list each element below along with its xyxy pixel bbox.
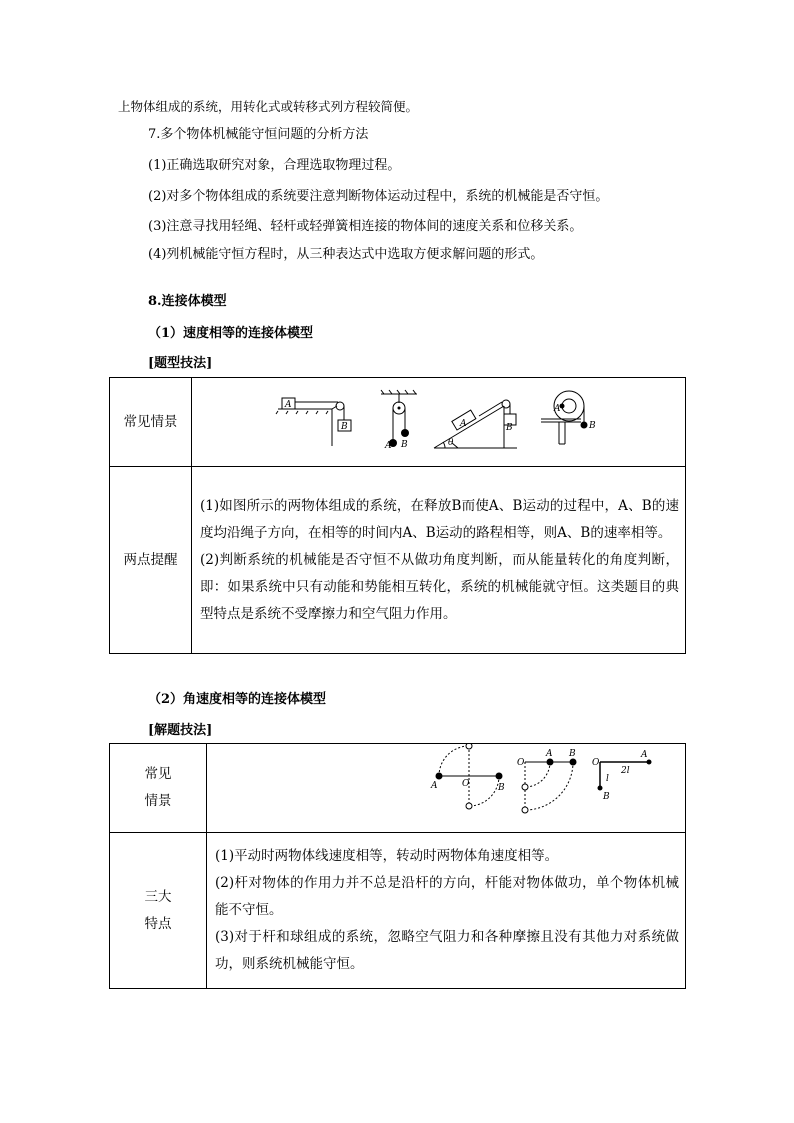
row-label-features-line1: 三大 (144, 888, 172, 905)
svg-text:O: O (517, 758, 525, 768)
figure-rod-systems (207, 744, 686, 833)
svg-text:B: B (589, 421, 596, 431)
reminder-item-2: (2)判断系统的机械能是否守恒不从做功角度判断，而从能量转化的角度判断，即：如果系统中只有动能和势能相互转化，系统的机械能就守恒。这类题目的典型特点是系统不受摩擦力和空气阻力作用。 (200, 551, 679, 622)
svg-text:θ: θ (448, 438, 454, 448)
svg-text:B: B (341, 422, 348, 432)
svg-text:B: B (506, 423, 513, 433)
table-angular-velocity-equal (109, 743, 686, 989)
svg-text:A: A (554, 404, 561, 414)
intro-line: 上物体组成的系统，用转化式或转移式列方程较简便。 (118, 99, 419, 114)
svg-text:2l: 2l (621, 766, 630, 776)
features-content (207, 833, 686, 989)
section7-title: 7.多个物体机械能守恒问题的分析方法 (148, 127, 369, 142)
section7-item-1: (1)正确选取研究对象，合理选取物理过程。 (148, 158, 401, 173)
row-label-scenarios-2 (110, 744, 207, 833)
reminders-content (192, 467, 686, 654)
section8-part1-subtitle: （1）速度相等的连接体模型 (148, 326, 314, 341)
svg-text:B: B (498, 783, 505, 793)
svg-text:B: B (401, 440, 408, 450)
feature-item-1: (1)平动时两物体线速度相等，转动时两物体角速度相等。 (215, 848, 559, 864)
section7-item-3: (3)注意寻找用轻绳、轻杆或轻弹簧相连接的物体间的速度关系和位移关系。 (148, 219, 583, 234)
svg-text:A: A (431, 781, 438, 791)
svg-text:O: O (462, 779, 470, 789)
figure-pulley-systems (192, 378, 686, 467)
feature-item-2: (2)杆对物体的作用力并不总是沿杆的方向，杆能对物体做功，单个物体机械能不守恒。 (215, 875, 679, 918)
svg-text:A: A (385, 441, 392, 451)
row-label-scenarios: 常见情景 (110, 378, 192, 467)
svg-text:B: B (603, 792, 610, 802)
table-velocity-equal (109, 377, 686, 654)
svg-text:B: B (569, 749, 576, 759)
svg-text:A: A (460, 419, 467, 429)
svg-text:l: l (606, 774, 609, 784)
svg-text:A: A (285, 400, 292, 410)
pulley-systems-diagram (192, 378, 686, 462)
svg-text:A: A (546, 749, 553, 759)
section8-title: 8.连接体模型 (148, 294, 227, 309)
section8-part1-tag: [题型技法] (148, 356, 213, 371)
feature-item-3: (3)对于杆和球组成的系统，忽略空气阻力和各种摩擦且没有其他力对系统做功，则系统机械能守恒。 (215, 929, 679, 972)
section7-item-4: (4)列机械能守恒方程时，从三种表达式中选取方便求解问题的形式。 (148, 247, 544, 262)
reminder-item-1: (1)如图所示的两物体组成的系统，在释放B而使A、B运动的过程中，A、B的速度均沿绳子方向，在相等的时间内A、B运动的路程相等，则A、B的速率相等。 (200, 497, 679, 541)
rod-systems-diagram (207, 744, 686, 828)
row-label-scenarios-2-line1: 常见 (144, 766, 172, 782)
svg-text:A: A (641, 750, 648, 760)
section8-part2-subtitle: （2）角速度相等的连接体模型 (148, 692, 327, 707)
svg-text:O: O (592, 758, 600, 768)
section8-part2-tag: [解题技法] (148, 723, 213, 738)
section7-item-2: (2)对多个物体组成的系统要注意判断物体运动过程中，系统的机械能是否守恒。 (148, 189, 609, 204)
row-label-features (110, 833, 207, 989)
row-label-reminders: 两点提醒 (110, 467, 192, 654)
row-label-features-line2: 特点 (144, 915, 172, 932)
row-label-scenarios-2-line2: 情景 (144, 793, 172, 809)
